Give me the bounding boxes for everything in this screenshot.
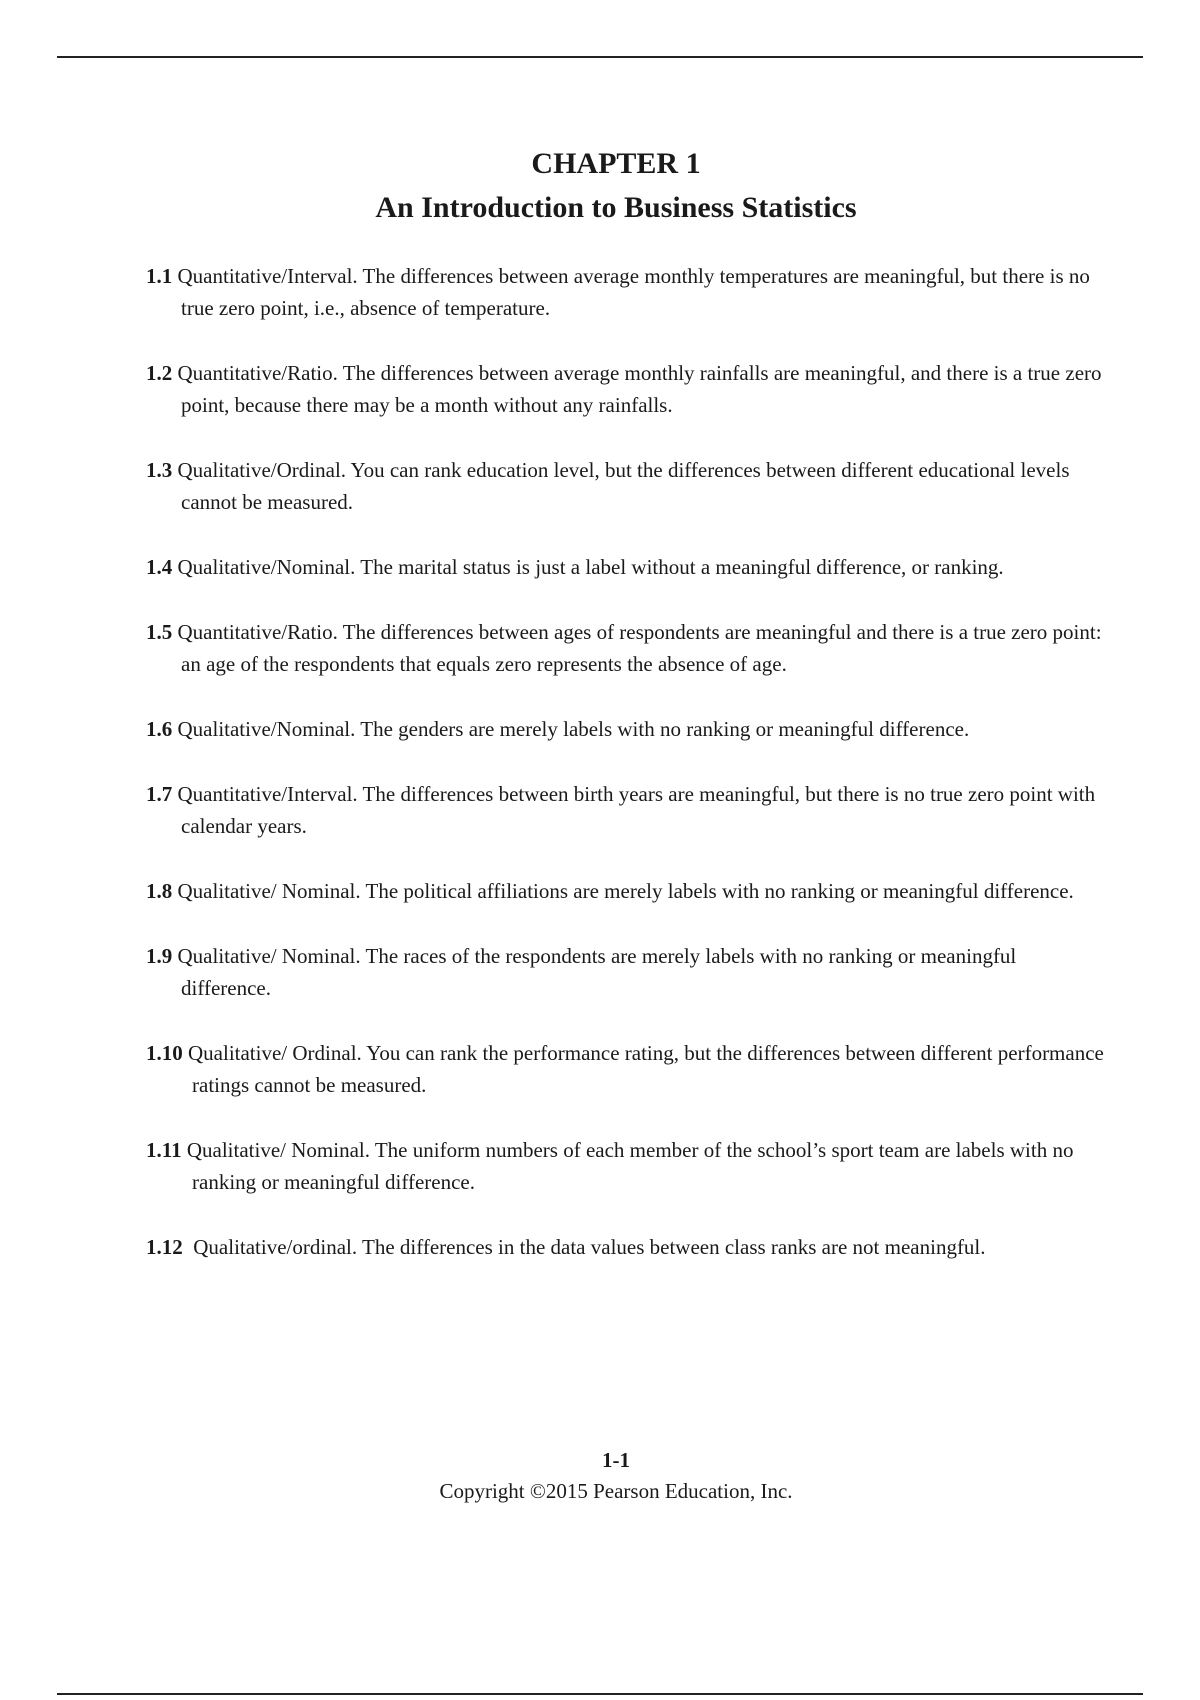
answer-number: 1.7 <box>146 782 173 806</box>
answer-item <box>146 357 1106 421</box>
answer-text: Qualitative/ordinal. The differences in the data values between class ranks are not meaningful. <box>193 1235 986 1259</box>
answer-list <box>146 260 1106 1296</box>
answer-text: Qualitative/ Nominal. The political affiliations are merely labels with no ranking or meaningful difference. <box>177 879 1074 903</box>
answer-item <box>146 1231 1106 1263</box>
answer-text: Qualitative/ Nominal. The uniform numbers of each member of the school’s sport team are labels with no ranking or meaningful difference. <box>186 1138 1074 1194</box>
answer-item <box>146 1037 1106 1101</box>
answer-text: Quantitative/Ratio. The differences between ages of respondents are meaningful and there is a true zero point: an age of the respondents that equals zero represents the absence of age. <box>177 620 1102 676</box>
answer-item <box>146 454 1106 518</box>
bottom-rule <box>57 1693 1143 1695</box>
answer-text: Qualitative/ Nominal. The races of the respondents are merely labels with no ranking or meaningful difference. <box>177 944 1017 1000</box>
answer-text: Qualitative/Ordinal. You can rank education level, but the differences between different educational levels cannot be measured. <box>177 458 1070 514</box>
answer-item <box>146 260 1106 324</box>
answer-item <box>146 875 1106 907</box>
answer-item <box>146 616 1106 680</box>
answer-item <box>146 551 1106 583</box>
answer-item <box>146 778 1106 842</box>
answer-item <box>146 940 1106 1004</box>
page-number: 1-1 <box>602 1448 630 1472</box>
copyright-notice: Copyright ©2015 Pearson Education, Inc. <box>439 1479 793 1503</box>
answer-text: Quantitative/Interval. The differences between average monthly temperatures are meaningful, but there is no true zero point, i.e., absence of temperature. <box>177 264 1090 320</box>
answer-number: 1.12 <box>146 1235 183 1259</box>
answer-number: 1.11 <box>146 1138 182 1162</box>
answer-number: 1.1 <box>146 264 173 288</box>
answer-number: 1.8 <box>146 879 173 903</box>
answer-item <box>146 713 1106 745</box>
answer-text: Qualitative/Nominal. The marital status is just a label without a meaningful difference, or ranking. <box>177 555 1004 579</box>
answer-text: Quantitative/Interval. The differences between birth years are meaningful, but there is no true zero point with calendar years. <box>177 782 1096 838</box>
answer-number: 1.9 <box>146 944 173 968</box>
answer-text: Qualitative/Nominal. The genders are merely labels with no ranking or meaningful difference. <box>177 717 970 741</box>
answer-number: 1.10 <box>146 1041 183 1065</box>
answer-number: 1.6 <box>146 717 173 741</box>
answer-number: 1.2 <box>146 361 173 385</box>
top-rule <box>57 56 1143 58</box>
chapter-label: CHAPTER 1 <box>531 147 701 180</box>
answer-number: 1.3 <box>146 458 173 482</box>
answer-number: 1.5 <box>146 620 173 644</box>
answer-item <box>146 1134 1106 1198</box>
answer-text: Qualitative/ Ordinal. You can rank the performance rating, but the differences between different performance ratings cannot be measured. <box>188 1041 1104 1097</box>
answer-text: Quantitative/Ratio. The differences between average monthly rainfalls are meaningful, and there is a true zero point, because there may be a month without any rainfalls. <box>177 361 1102 417</box>
answer-number: 1.4 <box>146 555 173 579</box>
chapter-title: An Introduction to Business Statistics <box>375 191 857 224</box>
